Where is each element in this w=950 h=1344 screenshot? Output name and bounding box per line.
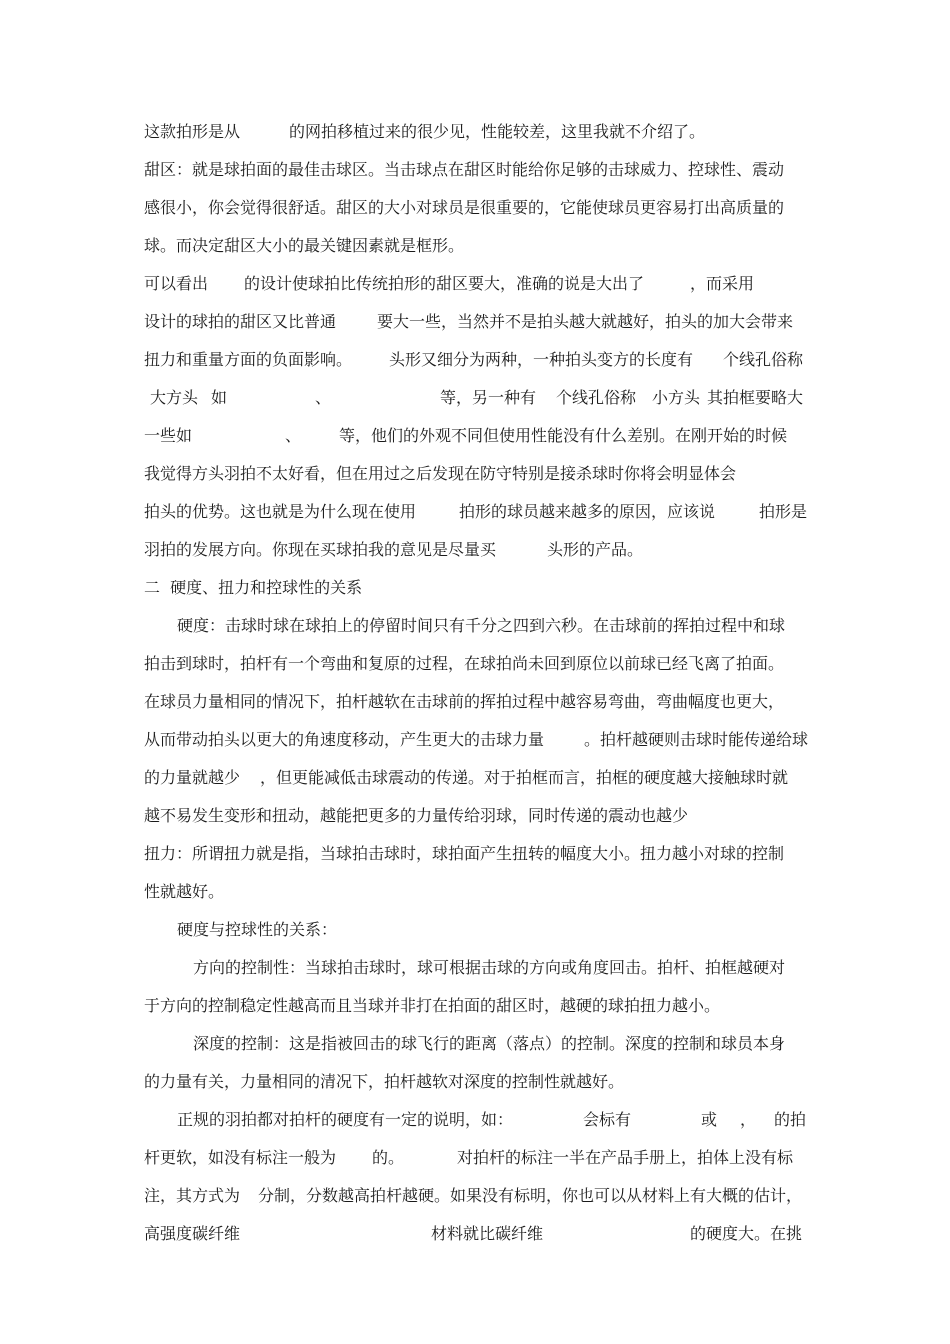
text-segment: 、 <box>285 426 302 445</box>
text-segment: 会标有 <box>583 1110 632 1129</box>
text-segment: 高强度碳纤维 <box>144 1224 241 1243</box>
text-segment: 拍击到球时，拍杆有一个弯曲和复原的过程，在球拍尚未回到原位以前球已经飞离了拍面。 <box>144 654 785 673</box>
text-segment: 深度的控制：这是指被回击的球飞行的距离（落点）的控制。深度的控制和球员本身 <box>193 1034 786 1053</box>
text-segment: 感很小，你会觉得很舒适。甜区的大小对球员是很重要的，它能使球员更容易打出高质量的 <box>144 198 785 217</box>
text-line <box>0 383 950 413</box>
text-segment: 材料就比碳纤维 <box>431 1224 544 1243</box>
text-segment: 二 硬度、扭力和控球性的关系 <box>144 578 363 597</box>
text-segment: 一些如 <box>144 426 193 445</box>
text-segment: 我觉得方头羽拍不太好看，但在用过之后发现在防守特别是接杀球时你将会明显体会 <box>144 464 737 483</box>
text-segment: 方向的控制性：当球拍击球时，球可根据击球的方向或角度回击。拍杆、拍框越硬对 <box>193 958 786 977</box>
text-line <box>0 1067 950 1097</box>
text-line <box>0 117 950 147</box>
text-segment: 设计的球拍的甜区又比普通 <box>144 312 337 331</box>
text-segment: 于方向的控制稳定性越高而且当球并非打在拍面的甜区时，越硬的球拍扭力越小。 <box>144 996 721 1015</box>
text-segment: 分制，分数越高拍杆越硬。如果没有标明，你也可以从材料上有大概的估计， <box>258 1186 803 1205</box>
text-segment: 注，其方式为 <box>144 1186 241 1205</box>
text-segment: 羽拍的发展方向。你现在买球拍我的意见是尽量买 <box>144 540 497 559</box>
text-segment: 对拍杆的标注一半在产品手册上，拍体上没有标 <box>457 1148 794 1167</box>
text-segment: 。拍杆越硬则击球时能传递给球 <box>584 730 809 749</box>
text-segment: 性就越好。 <box>144 882 225 901</box>
text-segment: 个线孔俗称 <box>556 388 637 407</box>
text-line <box>0 345 950 375</box>
text-segment: 杆更软，如没有标注一般为 <box>144 1148 337 1167</box>
text-segment: 头形的产品。 <box>547 540 644 559</box>
text-segment: 的硬度大。在挑 <box>690 1224 803 1243</box>
text-segment: 的拍 <box>774 1110 807 1129</box>
text-segment: 的。 <box>372 1148 405 1167</box>
text-segment: 这款拍形是从 <box>144 122 241 141</box>
section-heading <box>0 573 950 603</box>
text-line <box>0 953 950 983</box>
text-segment: 硬度与控球性的关系： <box>177 920 338 939</box>
text-segment: 扭力和重量方面的负面影响。 <box>144 350 353 369</box>
text-segment: 正规的羽拍都对拍杆的硬度有一定的说明，如： <box>177 1110 514 1129</box>
text-line <box>0 991 950 1021</box>
text-line <box>0 421 950 451</box>
text-line <box>0 193 950 223</box>
text-segment: 等，另一种有 <box>440 388 537 407</box>
text-line <box>0 763 950 793</box>
text-segment: 要大一些，当然并不是拍头越大就越好，拍头的加大会带来 <box>377 312 794 331</box>
text-segment: ，但更能减低击球震动的传递。对于拍框而言，拍框的硬度越大接触球时就 <box>260 768 789 787</box>
text-segment: 拍形是 <box>759 502 808 521</box>
text-segment: 从而带动拍头以更大的角速度移动，产生更大的击球力量 <box>144 730 545 749</box>
text-segment: ， <box>740 1110 757 1129</box>
text-line <box>0 877 950 907</box>
text-line <box>0 155 950 185</box>
text-line <box>0 269 950 299</box>
text-segment: 等，他们的外观不同但使用性能没有什么差别。在刚开始的时候 <box>339 426 788 445</box>
text-segment: 、 <box>315 388 332 407</box>
text-segment: 在球员力量相同的情况下，拍杆越软在击球前的挥拍过程中越容易弯曲，弯曲幅度也更大， <box>144 692 785 711</box>
text-line <box>0 725 950 755</box>
text-line <box>0 1105 950 1135</box>
text-segment: 拍头的优势。这也就是为什么现在使用 <box>144 502 417 521</box>
text-line <box>0 915 950 945</box>
text-segment: 或 <box>701 1110 718 1129</box>
text-segment: 如 <box>211 388 228 407</box>
text-segment: 头形又细分为两种，一种拍头变方的长度有 <box>389 350 694 369</box>
text-line <box>0 231 950 261</box>
text-line <box>0 307 950 337</box>
text-line <box>0 1143 950 1173</box>
text-segment: 其拍框要略大 <box>707 388 804 407</box>
text-segment: 扭力：所谓扭力就是指，当球拍击球时，球拍面产生扭转的幅度大小。扭力越小对球的控制 <box>144 844 785 863</box>
text-segment: 的网拍移植过来的很少见，性能较差，这里我就不介绍了。 <box>289 122 706 141</box>
text-line <box>0 801 950 831</box>
text-line <box>0 839 950 869</box>
text-line <box>0 1029 950 1059</box>
text-line <box>0 535 950 565</box>
text-segment: 甜区：就是球拍面的最佳击球区。当击球点在甜区时能给你足够的击球威力、控球性、震动 <box>144 160 785 179</box>
text-segment: 的力量就越少 <box>144 768 241 787</box>
text-segment: ，而采用 <box>690 274 755 293</box>
text-line <box>0 459 950 489</box>
text-line <box>0 611 950 641</box>
text-segment: 的设计使球拍比传统拍形的甜区要大，准确的说是大出了 <box>244 274 645 293</box>
text-segment: 大方头 <box>150 388 199 407</box>
text-line <box>0 687 950 717</box>
text-segment: 可以看出 <box>144 274 209 293</box>
text-line <box>0 1181 950 1211</box>
text-segment: 的力量有关，力量相同的清况下，拍杆越软对深度的控制性就越好。 <box>144 1072 625 1091</box>
text-segment: 拍形的球员越来越多的原因，应该说 <box>459 502 716 521</box>
text-segment: 球。而决定甜区大小的最关键因素就是框形。 <box>144 236 465 255</box>
text-segment: 越不易发生变形和扭动，越能把更多的力量传给羽球，同时传递的震动也越少 <box>144 806 689 825</box>
text-line <box>0 649 950 679</box>
text-segment: 小方头 <box>652 388 701 407</box>
text-segment: 个线孔俗称 <box>723 350 804 369</box>
text-line <box>0 1219 950 1249</box>
text-segment: 硬度：击球时球在球拍上的停留时间只有千分之四到六秒。在击球前的挥拍过程中和球 <box>177 616 786 635</box>
text-line <box>0 497 950 527</box>
